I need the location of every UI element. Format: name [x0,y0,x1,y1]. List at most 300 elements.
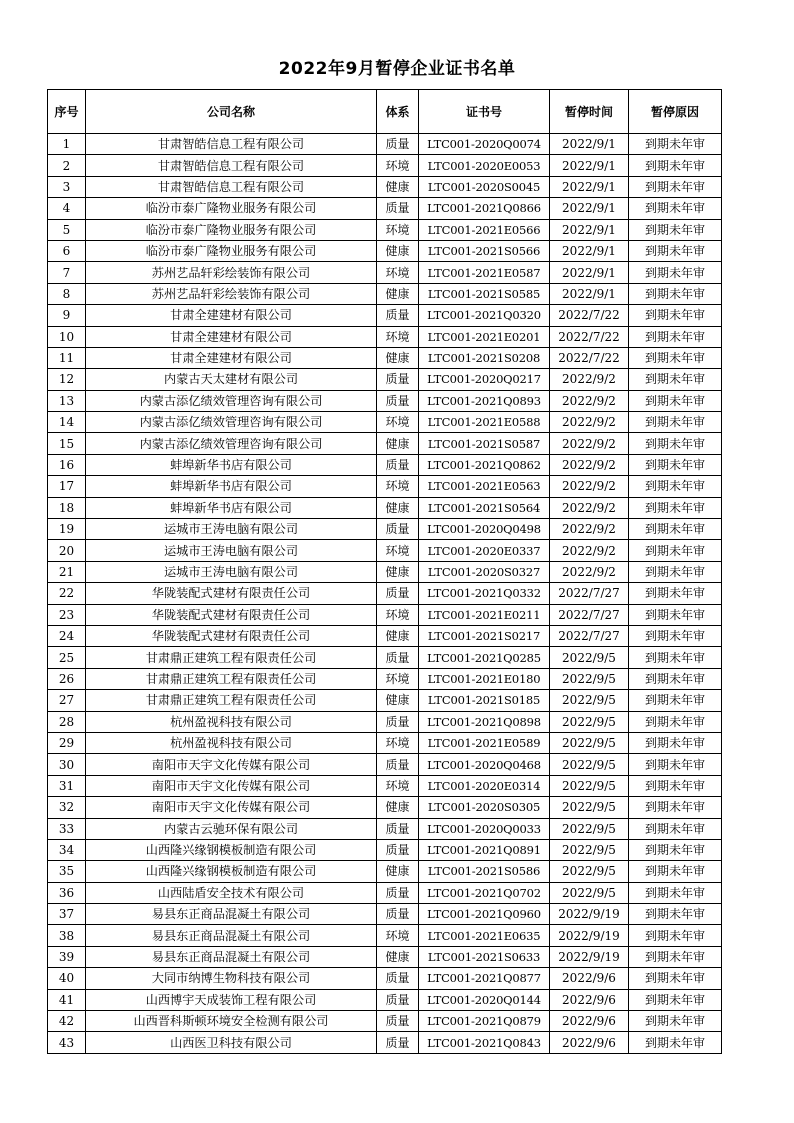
cell-suspension-reason: 到期未年审 [629,198,722,219]
cell-suspension-reason: 到期未年审 [629,176,722,197]
cell-certificate-number: LTC001-2021Q0866 [419,198,550,219]
table-row [48,454,722,475]
table-row [48,946,722,967]
cell-certificate-number: LTC001-2020S0305 [419,797,550,818]
cell-certificate-number: LTC001-2021S0587 [419,433,550,454]
cell-serial-number: 35 [48,861,86,882]
cell-certificate-number: LTC001-2021E0201 [419,326,550,347]
cell-company-name: 蚌埠新华书店有限公司 [86,497,377,518]
cell-suspension-date: 2022/9/2 [550,561,629,582]
suspended-certificates-table [47,89,722,1054]
cell-company-name: 山西陆盾安全技术有限公司 [86,882,377,903]
cell-serial-number: 16 [48,454,86,475]
cell-serial-number: 31 [48,775,86,796]
cell-system: 健康 [377,433,419,454]
table-row [48,561,722,582]
cell-suspension-reason: 到期未年审 [629,647,722,668]
cell-system: 环境 [377,775,419,796]
cell-suspension-reason: 到期未年审 [629,240,722,261]
cell-company-name: 蚌埠新华书店有限公司 [86,476,377,497]
table-row [48,625,722,646]
cell-suspension-reason: 到期未年审 [629,604,722,625]
cell-serial-number: 13 [48,390,86,411]
cell-serial-number: 9 [48,305,86,326]
cell-company-name: 内蒙古添亿绩效管理咨询有限公司 [86,412,377,433]
cell-suspension-reason: 到期未年审 [629,347,722,368]
table-row [48,476,722,497]
table-row [48,262,722,283]
cell-suspension-reason: 到期未年审 [629,818,722,839]
table-row [48,583,722,604]
cell-suspension-date: 2022/9/2 [550,412,629,433]
cell-company-name: 内蒙古添亿绩效管理咨询有限公司 [86,433,377,454]
cell-serial-number: 32 [48,797,86,818]
cell-system: 质量 [377,904,419,925]
cell-suspension-date: 2022/9/1 [550,240,629,261]
cell-company-name: 山西隆兴缘钢模板制造有限公司 [86,839,377,860]
cell-suspension-reason: 到期未年审 [629,839,722,860]
cell-suspension-date: 2022/9/5 [550,647,629,668]
table-row [48,369,722,390]
cell-certificate-number: LTC001-2020Q0498 [419,519,550,540]
cell-certificate-number: LTC001-2020Q0468 [419,754,550,775]
cell-serial-number: 37 [48,904,86,925]
cell-serial-number: 12 [48,369,86,390]
table-row [48,882,722,903]
cell-certificate-number: LTC001-2021Q0843 [419,1032,550,1053]
cell-system: 健康 [377,176,419,197]
cell-certificate-number: LTC001-2021S0633 [419,946,550,967]
cell-system: 健康 [377,347,419,368]
cell-certificate-number: LTC001-2021Q0862 [419,454,550,475]
cell-system: 环境 [377,604,419,625]
cell-certificate-number: LTC001-2020E0053 [419,155,550,176]
cell-suspension-date: 2022/9/1 [550,155,629,176]
cell-serial-number: 2 [48,155,86,176]
cell-company-name: 华陇装配式建材有限责任公司 [86,583,377,604]
cell-suspension-reason: 到期未年审 [629,369,722,390]
cell-certificate-number: LTC001-2021S0564 [419,497,550,518]
cell-suspension-reason: 到期未年审 [629,904,722,925]
cell-suspension-date: 2022/9/6 [550,1011,629,1032]
cell-suspension-date: 2022/7/22 [550,305,629,326]
cell-company-name: 甘肃全建建材有限公司 [86,326,377,347]
cell-serial-number: 24 [48,625,86,646]
cell-suspension-date: 2022/9/5 [550,861,629,882]
cell-serial-number: 10 [48,326,86,347]
table-header-row [48,90,722,134]
table-row [48,690,722,711]
cell-serial-number: 38 [48,925,86,946]
cell-certificate-number: LTC001-2021Q0893 [419,390,550,411]
cell-suspension-reason: 到期未年审 [629,711,722,732]
table-row [48,198,722,219]
cell-certificate-number: LTC001-2021Q0960 [419,904,550,925]
cell-serial-number: 25 [48,647,86,668]
cell-suspension-date: 2022/9/2 [550,519,629,540]
cell-suspension-date: 2022/9/1 [550,219,629,240]
table-row [48,497,722,518]
cell-system: 环境 [377,412,419,433]
table-row [48,155,722,176]
cell-company-name: 甘肃智皓信息工程有限公司 [86,155,377,176]
cell-system: 健康 [377,861,419,882]
cell-suspension-reason: 到期未年审 [629,690,722,711]
cell-serial-number: 23 [48,604,86,625]
table-body [48,134,722,1054]
cell-system: 质量 [377,134,419,155]
cell-suspension-date: 2022/9/6 [550,989,629,1010]
cell-company-name: 临汾市泰广隆物业服务有限公司 [86,240,377,261]
cell-certificate-number: LTC001-2021S0208 [419,347,550,368]
cell-system: 环境 [377,155,419,176]
cell-company-name: 甘肃智皓信息工程有限公司 [86,134,377,155]
cell-serial-number: 4 [48,198,86,219]
cell-suspension-reason: 到期未年审 [629,946,722,967]
cell-certificate-number: LTC001-2021E0211 [419,604,550,625]
cell-system: 质量 [377,1011,419,1032]
cell-company-name: 蚌埠新华书店有限公司 [86,454,377,475]
table-row [48,326,722,347]
cell-system: 环境 [377,219,419,240]
cell-serial-number: 1 [48,134,86,155]
table-row [48,775,722,796]
header-serial-number: 序号 [48,90,86,134]
cell-company-name: 甘肃智皓信息工程有限公司 [86,176,377,197]
cell-suspension-date: 2022/9/1 [550,283,629,304]
cell-certificate-number: LTC001-2021Q0702 [419,882,550,903]
cell-company-name: 山西隆兴缘钢模板制造有限公司 [86,861,377,882]
cell-certificate-number: LTC001-2021S0585 [419,283,550,304]
cell-certificate-number: LTC001-2020Q0217 [419,369,550,390]
cell-company-name: 大同市纳博生物科技有限公司 [86,968,377,989]
cell-system: 健康 [377,283,419,304]
cell-system: 质量 [377,390,419,411]
cell-suspension-reason: 到期未年审 [629,989,722,1010]
table-row [48,134,722,155]
cell-suspension-reason: 到期未年审 [629,519,722,540]
cell-company-name: 内蒙古添亿绩效管理咨询有限公司 [86,390,377,411]
table-row [48,989,722,1010]
cell-system: 环境 [377,925,419,946]
cell-serial-number: 8 [48,283,86,304]
cell-suspension-date: 2022/7/27 [550,604,629,625]
cell-system: 质量 [377,754,419,775]
header-suspension-date: 暂停时间 [550,90,629,134]
cell-system: 质量 [377,968,419,989]
cell-suspension-date: 2022/9/2 [550,454,629,475]
cell-suspension-date: 2022/9/2 [550,476,629,497]
cell-certificate-number: LTC001-2021E0563 [419,476,550,497]
cell-system: 质量 [377,305,419,326]
table-row [48,1011,722,1032]
cell-serial-number: 6 [48,240,86,261]
cell-serial-number: 27 [48,690,86,711]
page-title: 2022年9月暂停企业证书名单 [278,59,516,79]
header-certificate-number: 证书号 [419,90,550,134]
cell-company-name: 易县东正商品混凝土有限公司 [86,904,377,925]
cell-certificate-number: LTC001-2020E0337 [419,540,550,561]
cell-company-name: 临汾市泰广隆物业服务有限公司 [86,219,377,240]
cell-suspension-date: 2022/7/27 [550,625,629,646]
cell-system: 环境 [377,476,419,497]
cell-serial-number: 41 [48,989,86,1010]
cell-certificate-number: LTC001-2020Q0033 [419,818,550,839]
table-row [48,668,722,689]
table-row [48,283,722,304]
table-row [48,754,722,775]
cell-serial-number: 7 [48,262,86,283]
cell-serial-number: 5 [48,219,86,240]
table-row [48,347,722,368]
cell-suspension-reason: 到期未年审 [629,561,722,582]
cell-suspension-date: 2022/9/1 [550,176,629,197]
cell-suspension-date: 2022/9/5 [550,797,629,818]
table-row [48,433,722,454]
cell-serial-number: 14 [48,412,86,433]
cell-company-name: 杭州盈视科技有限公司 [86,711,377,732]
table-row [48,711,722,732]
cell-certificate-number: LTC001-2021E0635 [419,925,550,946]
cell-suspension-reason: 到期未年审 [629,412,722,433]
cell-suspension-date: 2022/7/22 [550,347,629,368]
cell-suspension-reason: 到期未年审 [629,497,722,518]
cell-suspension-reason: 到期未年审 [629,219,722,240]
cell-suspension-reason: 到期未年审 [629,1032,722,1053]
cell-certificate-number: LTC001-2021Q0320 [419,305,550,326]
cell-system: 质量 [377,1032,419,1053]
cell-company-name: 苏州艺品轩彩绘装饰有限公司 [86,283,377,304]
cell-serial-number: 26 [48,668,86,689]
table-row [48,797,722,818]
cell-suspension-reason: 到期未年审 [629,283,722,304]
header-system: 体系 [377,90,419,134]
cell-system: 环境 [377,732,419,753]
cell-company-name: 南阳市天宇文化传媒有限公司 [86,797,377,818]
cell-suspension-reason: 到期未年审 [629,540,722,561]
cell-suspension-date: 2022/9/19 [550,946,629,967]
cell-suspension-reason: 到期未年审 [629,476,722,497]
cell-certificate-number: LTC001-2021Q0891 [419,839,550,860]
cell-system: 质量 [377,989,419,1010]
cell-suspension-date: 2022/9/5 [550,711,629,732]
cell-suspension-reason: 到期未年审 [629,754,722,775]
cell-suspension-date: 2022/9/5 [550,668,629,689]
cell-company-name: 临汾市泰广隆物业服务有限公司 [86,198,377,219]
cell-system: 健康 [377,690,419,711]
cell-system: 质量 [377,369,419,390]
table-row [48,968,722,989]
cell-suspension-date: 2022/9/5 [550,839,629,860]
cell-certificate-number: LTC001-2021E0587 [419,262,550,283]
cell-serial-number: 19 [48,519,86,540]
cell-company-name: 易县东正商品混凝土有限公司 [86,946,377,967]
cell-serial-number: 11 [48,347,86,368]
table-row [48,647,722,668]
cell-certificate-number: LTC001-2021S0566 [419,240,550,261]
cell-serial-number: 43 [48,1032,86,1053]
table-row [48,904,722,925]
cell-system: 环境 [377,262,419,283]
cell-system: 健康 [377,497,419,518]
cell-serial-number: 28 [48,711,86,732]
cell-serial-number: 17 [48,476,86,497]
cell-suspension-date: 2022/9/5 [550,690,629,711]
cell-serial-number: 36 [48,882,86,903]
cell-suspension-reason: 到期未年审 [629,305,722,326]
cell-company-name: 南阳市天宇文化传媒有限公司 [86,775,377,796]
table-row [48,818,722,839]
cell-certificate-number: LTC001-2021S0185 [419,690,550,711]
cell-suspension-date: 2022/7/27 [550,583,629,604]
cell-suspension-reason: 到期未年审 [629,390,722,411]
cell-certificate-number: LTC001-2021Q0285 [419,647,550,668]
header-company-name: 公司名称 [86,90,377,134]
cell-company-name: 华陇装配式建材有限责任公司 [86,604,377,625]
cell-serial-number: 39 [48,946,86,967]
cell-suspension-reason: 到期未年审 [629,433,722,454]
table-row [48,540,722,561]
cell-system: 质量 [377,818,419,839]
cell-serial-number: 42 [48,1011,86,1032]
table-row [48,861,722,882]
cell-system: 质量 [377,198,419,219]
cell-certificate-number: LTC001-2021E0589 [419,732,550,753]
cell-suspension-date: 2022/9/6 [550,968,629,989]
cell-suspension-date: 2022/9/2 [550,540,629,561]
cell-system: 健康 [377,946,419,967]
cell-certificate-number: LTC001-2020S0045 [419,176,550,197]
cell-company-name: 苏州艺品轩彩绘装饰有限公司 [86,262,377,283]
cell-suspension-date: 2022/9/2 [550,497,629,518]
cell-serial-number: 21 [48,561,86,582]
cell-system: 质量 [377,583,419,604]
cell-certificate-number: LTC001-2021Q0898 [419,711,550,732]
cell-serial-number: 33 [48,818,86,839]
cell-suspension-reason: 到期未年审 [629,925,722,946]
table-row [48,390,722,411]
cell-serial-number: 34 [48,839,86,860]
table-row [48,1032,722,1053]
cell-serial-number: 3 [48,176,86,197]
cell-suspension-reason: 到期未年审 [629,968,722,989]
cell-certificate-number: LTC001-2021E0588 [419,412,550,433]
cell-serial-number: 40 [48,968,86,989]
cell-system: 质量 [377,839,419,860]
table-row [48,925,722,946]
cell-company-name: 山西晋科斯顿环境安全检测有限公司 [86,1011,377,1032]
cell-suspension-date: 2022/9/2 [550,390,629,411]
cell-suspension-date: 2022/9/5 [550,818,629,839]
table-row [48,732,722,753]
cell-certificate-number: LTC001-2020E0314 [419,775,550,796]
cell-system: 健康 [377,797,419,818]
cell-suspension-date: 2022/9/19 [550,904,629,925]
table-row [48,240,722,261]
cell-company-name: 华陇装配式建材有限责任公司 [86,625,377,646]
cell-suspension-reason: 到期未年审 [629,134,722,155]
cell-system: 质量 [377,882,419,903]
cell-suspension-date: 2022/9/1 [550,134,629,155]
cell-system: 环境 [377,540,419,561]
cell-company-name: 甘肃鼎正建筑工程有限责任公司 [86,668,377,689]
cell-certificate-number: LTC001-2021E0566 [419,219,550,240]
cell-system: 质量 [377,519,419,540]
cell-certificate-number: LTC001-2020S0327 [419,561,550,582]
table-row [48,305,722,326]
cell-system: 质量 [377,454,419,475]
cell-suspension-reason: 到期未年审 [629,583,722,604]
cell-certificate-number: LTC001-2020Q0144 [419,989,550,1010]
cell-suspension-reason: 到期未年审 [629,625,722,646]
cell-company-name: 运城市王涛电脑有限公司 [86,561,377,582]
cell-certificate-number: LTC001-2021Q0877 [419,968,550,989]
cell-suspension-reason: 到期未年审 [629,1011,722,1032]
header-suspension-reason: 暂停原因 [629,90,722,134]
table-row [48,412,722,433]
cell-system: 环境 [377,668,419,689]
cell-suspension-date: 2022/9/2 [550,369,629,390]
table-row [48,176,722,197]
cell-company-name: 运城市王涛电脑有限公司 [86,519,377,540]
cell-suspension-date: 2022/9/2 [550,433,629,454]
cell-suspension-reason: 到期未年审 [629,775,722,796]
cell-suspension-reason: 到期未年审 [629,882,722,903]
cell-serial-number: 29 [48,732,86,753]
table-row [48,839,722,860]
table-row [48,604,722,625]
cell-suspension-date: 2022/9/5 [550,775,629,796]
cell-system: 质量 [377,711,419,732]
cell-suspension-date: 2022/9/5 [550,732,629,753]
cell-suspension-reason: 到期未年审 [629,861,722,882]
cell-certificate-number: LTC001-2021E0180 [419,668,550,689]
cell-company-name: 山西博宇天成装饰工程有限公司 [86,989,377,1010]
cell-suspension-reason: 到期未年审 [629,326,722,347]
cell-suspension-date: 2022/7/22 [550,326,629,347]
cell-suspension-date: 2022/9/1 [550,262,629,283]
cell-serial-number: 18 [48,497,86,518]
cell-certificate-number: LTC001-2020Q0074 [419,134,550,155]
cell-company-name: 甘肃鼎正建筑工程有限责任公司 [86,690,377,711]
table-row [48,219,722,240]
cell-suspension-date: 2022/9/1 [550,198,629,219]
cell-company-name: 甘肃全建建材有限公司 [86,305,377,326]
cell-certificate-number: LTC001-2021Q0879 [419,1011,550,1032]
cell-suspension-date: 2022/9/5 [550,882,629,903]
cell-suspension-date: 2022/9/6 [550,1032,629,1053]
cell-system: 环境 [377,326,419,347]
cell-company-name: 内蒙古天太建材有限公司 [86,369,377,390]
cell-suspension-reason: 到期未年审 [629,454,722,475]
cell-suspension-reason: 到期未年审 [629,155,722,176]
cell-system: 健康 [377,240,419,261]
cell-suspension-date: 2022/9/5 [550,754,629,775]
cell-suspension-reason: 到期未年审 [629,668,722,689]
cell-serial-number: 15 [48,433,86,454]
cell-serial-number: 30 [48,754,86,775]
cell-system: 质量 [377,647,419,668]
cell-certificate-number: LTC001-2021S0217 [419,625,550,646]
cell-company-name: 运城市王涛电脑有限公司 [86,540,377,561]
cell-serial-number: 22 [48,583,86,604]
cell-company-name: 甘肃鼎正建筑工程有限责任公司 [86,647,377,668]
cell-company-name: 山西医卫科技有限公司 [86,1032,377,1053]
cell-company-name: 内蒙古云驰环保有限公司 [86,818,377,839]
cell-suspension-reason: 到期未年审 [629,797,722,818]
cell-serial-number: 20 [48,540,86,561]
cell-company-name: 甘肃全建建材有限公司 [86,347,377,368]
